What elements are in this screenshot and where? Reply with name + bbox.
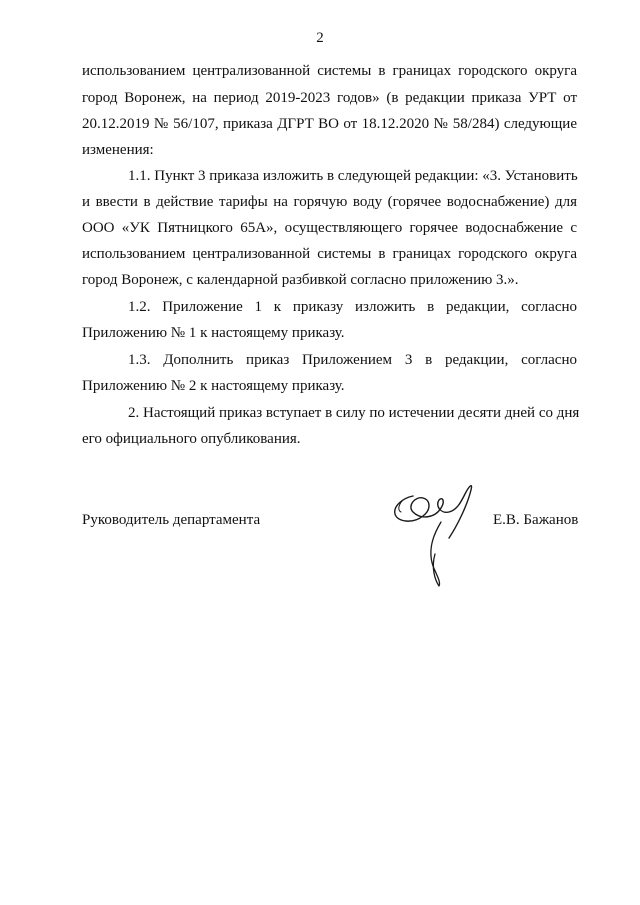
handwritten-signature: [383, 476, 491, 594]
text-line: 1.2. Приложение 1 к приказу изложить в редакции, согласно: [128, 299, 577, 315]
text-line: город Воронеж, с календарной разбивкой согласно приложению 3.».: [82, 272, 519, 288]
text-line: и ввести в действие тарифы на горячую воду (горячее водоснабжение) для: [82, 194, 577, 210]
page-number: 2: [316, 30, 324, 46]
text-line: ООО «УК Пятницкого 65А», осуществляющего горячее водоснабжение с: [82, 220, 577, 236]
text-line: город Воронеж, на период 2019-2023 годов» (в редакции приказа УРТ от: [82, 90, 577, 106]
text-line: 20.12.2019 № 56/107, приказа ДГРТ ВО от 18.12.2020 № 58/284) следующие: [82, 116, 577, 132]
text-line: Приложению № 1 к настоящему приказу.: [82, 325, 345, 341]
text-line: использованием централизованной системы в границах городского округа: [82, 246, 577, 262]
text-line: его официального опубликования.: [82, 431, 301, 447]
text-line: Приложению № 2 к настоящему приказу.: [82, 378, 345, 394]
signatory-name: Е.В. Бажанов: [493, 512, 579, 528]
text-line: 1.1. Пункт 3 приказа изложить в следующей редакции: «3. Установить: [128, 168, 578, 184]
text-line: изменения:: [82, 142, 154, 158]
text-line: 1.3. Дополнить приказ Приложением 3 в редакции, согласно: [128, 352, 577, 368]
text-line: 2. Настоящий приказ вступает в силу по истечении десяти дней со дня: [128, 405, 580, 421]
signatory-title: Руководитель департамента: [82, 512, 261, 528]
text-line: использованием централизованной системы в границах городского округа: [82, 63, 577, 79]
